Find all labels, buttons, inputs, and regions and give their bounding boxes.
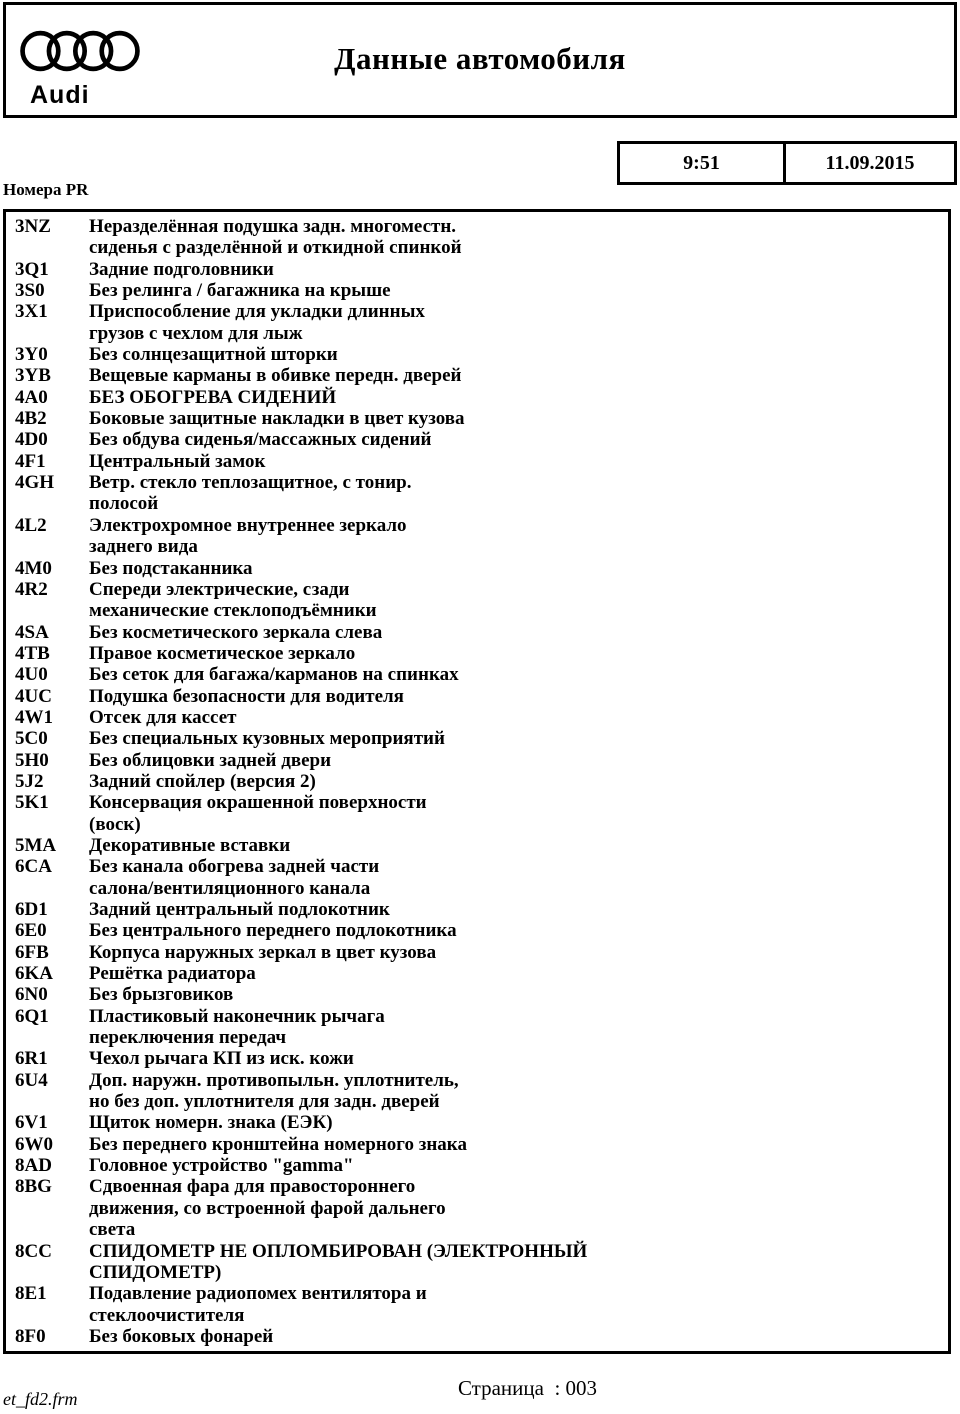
pr-row (6, 1326, 948, 1347)
pr-description (89, 792, 948, 835)
pr-description-line: Без подстаканника (89, 557, 253, 579)
pr-description (89, 1283, 948, 1326)
pr-description-line: света (89, 1219, 136, 1241)
pr-row (6, 1283, 948, 1326)
pr-description (89, 1241, 948, 1284)
form-file-name: et_fd2.frm (3, 1389, 78, 1409)
pr-description (89, 856, 948, 899)
pr-row (6, 259, 948, 280)
pr-row (6, 899, 948, 920)
pr-code: 6FB (15, 941, 49, 963)
pr-row (6, 771, 948, 792)
pr-row (6, 792, 948, 835)
pr-code: 4A0 (15, 386, 48, 408)
pr-code: 6N0 (15, 984, 48, 1006)
pr-row (6, 750, 948, 771)
pr-code: 6KA (15, 963, 53, 985)
pr-description-line: механические стеклоподъёмники (89, 600, 377, 622)
pr-code: 6D1 (15, 899, 48, 920)
pr-description-line: но без доп. уплотнителя для задн. дверей (89, 1091, 440, 1113)
pr-description (89, 408, 948, 429)
pr-code: 5J2 (15, 770, 44, 792)
pr-code: 8BG (15, 1176, 52, 1198)
pr-description (89, 1134, 948, 1155)
pr-row (6, 1241, 948, 1284)
pr-code: 3Y0 (15, 344, 48, 366)
pr-description (89, 1176, 948, 1240)
pr-description (89, 387, 948, 408)
pr-row (6, 1134, 948, 1155)
pr-description (89, 622, 948, 643)
pr-code: 8CC (15, 1240, 52, 1262)
pr-row (6, 558, 948, 579)
pr-description-line: Без переднего кронштейна номерного знака (89, 1133, 467, 1155)
pr-row (6, 280, 948, 301)
pr-description (89, 686, 948, 707)
pr-description-line: Декоративные вставки (89, 834, 291, 856)
pr-description (89, 579, 948, 622)
pr-description-line: переключения передач (89, 1027, 287, 1049)
pr-description-line: СПИДОМЕТР) (89, 1261, 222, 1283)
pr-row (6, 1048, 948, 1069)
pr-row (6, 579, 948, 622)
pr-code: 4TB (15, 642, 50, 664)
pr-description (89, 451, 948, 472)
pr-code: 4R2 (15, 578, 48, 600)
pr-description-line: Центральный замок (89, 450, 266, 472)
pr-description (89, 899, 948, 920)
pr-code: 4F1 (15, 450, 46, 472)
pr-row (6, 643, 948, 664)
pr-code: 5MA (15, 834, 57, 856)
pr-description-line: (воск) (89, 813, 141, 835)
pr-description-line: Без облицовки задней двери (89, 749, 332, 771)
pr-description-line: Без релинга / багажника на крыше (89, 280, 391, 302)
pr-code: 3S0 (15, 280, 45, 302)
pr-description-line: Без центрального переднего подлокотника (89, 920, 457, 942)
pr-description-line: Без косметического зеркала слева (89, 621, 383, 643)
pr-description-line: СПИДОМЕТР НЕ ОПЛОМБИРОВАН (ЭЛЕКТРОННЫЙ (89, 1240, 588, 1262)
pr-description (89, 942, 948, 963)
pr-row (6, 515, 948, 558)
pr-row (6, 301, 948, 344)
pr-row (6, 1176, 948, 1240)
pr-code: 3NZ (15, 216, 51, 237)
pr-code: 4GH (15, 472, 55, 494)
pr-description-line: сиденья с разделённой и откидной спинкой (89, 237, 462, 259)
pr-code: 6W0 (15, 1133, 53, 1155)
pr-description (89, 301, 948, 344)
pr-description (89, 558, 948, 579)
pr-code: 3YB (15, 365, 51, 387)
pr-description-line: Отсек для кассет (89, 706, 237, 728)
pr-code: 3X1 (15, 301, 48, 323)
pr-description-line: Правое косметическое зеркало (89, 642, 356, 664)
pr-description (89, 771, 948, 792)
pr-description-line: Задний центральный подлокотник (89, 899, 390, 920)
pr-description-line: Корпуса наружных зеркал в цвет кузова (89, 941, 437, 963)
pr-code: 5H0 (15, 749, 49, 771)
pr-description (89, 365, 948, 386)
pr-description-line: Головное устройство "gamma" (89, 1155, 354, 1177)
pr-code: 6R1 (15, 1048, 48, 1070)
pr-row (6, 1155, 948, 1176)
pr-description-line: Неразделённая подушка задн. многоместн. (89, 216, 457, 237)
pr-description-line: Сдвоенная фара для правостороннего (89, 1176, 416, 1198)
pr-code: 6Q1 (15, 1005, 49, 1027)
pr-description-line: Без солнцезащитной шторки (89, 344, 338, 366)
page-title: Данные автомобиля (334, 41, 626, 76)
pr-description (89, 280, 948, 301)
pr-description (89, 750, 948, 771)
pr-row (6, 664, 948, 685)
pr-code: 6E0 (15, 920, 47, 942)
pr-row (6, 344, 948, 365)
pr-code: 6V1 (15, 1112, 48, 1134)
pr-description (89, 429, 948, 450)
pr-row (6, 920, 948, 941)
pr-code: 3Q1 (15, 258, 49, 280)
pr-description-line: Щиток номерн. знака (ЕЭК) (89, 1112, 333, 1134)
pr-description-line: салона/вентиляционного канала (89, 877, 371, 899)
pr-row (6, 365, 948, 386)
pr-row (6, 429, 948, 450)
pr-description-line: Без специальных кузовных мероприятий (89, 728, 445, 750)
pr-description-line: грузов с чехлом для лыж (89, 322, 303, 344)
pr-description-line: Чехол рычага КП из иск. кожи (89, 1048, 354, 1070)
pr-row (6, 707, 948, 728)
pr-description (89, 728, 948, 749)
pr-list-rows (6, 212, 948, 1347)
pr-description-line: заднего вида (89, 536, 198, 558)
pr-description-line: Вещевые карманы в обивке передн. дверей (89, 365, 462, 387)
pr-description-line: Спереди электрические, сзади (89, 578, 350, 600)
pr-description (89, 1112, 948, 1133)
pr-description (89, 1006, 948, 1049)
pr-row (6, 451, 948, 472)
pr-description (89, 707, 948, 728)
header (3, 2, 957, 118)
pr-row (6, 216, 948, 259)
pr-code: 8F0 (15, 1325, 46, 1347)
pr-code: 6U4 (15, 1069, 48, 1091)
pr-code: 6CA (15, 856, 52, 878)
pr-description-line: Без сеток для багажа/карманов на спинках (89, 664, 459, 686)
pr-row (6, 963, 948, 984)
pr-description (89, 664, 948, 685)
pr-description-line: Пластиковый наконечник рычага (89, 1005, 385, 1027)
pr-description-line: полосой (89, 493, 159, 515)
pr-description-line: Боковые защитные накладки в цвет кузова (89, 408, 465, 430)
pr-description-line: Без боковых фонарей (89, 1325, 274, 1347)
pr-description-line: Электрохромное внутреннее зеркало (89, 514, 407, 536)
pr-description-line: Консервация окрашенной поверхности (89, 792, 427, 814)
pr-description-line: Ветр. стекло теплозащитное, с тонир. (89, 472, 412, 494)
pr-code: 4U0 (15, 664, 48, 686)
page-number-label: Страница : 003 (457, 1376, 598, 1400)
pr-description-line: Без канала обогрева задней части (89, 856, 380, 878)
pr-code: 4UC (15, 685, 52, 707)
pr-description-line: Задние подголовники (89, 258, 274, 280)
pr-description-line: движения, со встроенной фарой дальнего (89, 1197, 446, 1219)
pr-row (6, 984, 948, 1005)
pr-code: 4B2 (15, 408, 47, 430)
pr-description (89, 963, 948, 984)
pr-row (6, 686, 948, 707)
datetime-table (617, 141, 957, 185)
pr-code: 8AD (15, 1155, 52, 1177)
pr-description (89, 1070, 948, 1113)
pr-description (89, 259, 948, 280)
pr-description (89, 344, 948, 365)
pr-row (6, 472, 948, 515)
pr-description (89, 1048, 948, 1069)
pr-code: 4L2 (15, 514, 47, 536)
pr-code: 5C0 (15, 728, 48, 750)
pr-numbers-label: Номера PR (3, 180, 89, 199)
pr-description (89, 835, 948, 856)
pr-description (89, 515, 948, 558)
pr-code: 4W1 (15, 706, 53, 728)
pr-description (89, 472, 948, 515)
pr-description-line: Подушка безопасности для водителя (89, 685, 404, 707)
pr-code: 4M0 (15, 557, 52, 579)
pr-row (6, 1070, 948, 1113)
pr-code: 4SA (15, 621, 49, 643)
pr-description (89, 216, 948, 259)
pr-row (6, 622, 948, 643)
pr-description (89, 1155, 948, 1176)
pr-description-line: Приспособление для укладки длинных (89, 301, 425, 323)
pr-description-line: Решётка радиатора (89, 963, 256, 985)
brand-name: Audi (30, 81, 90, 109)
pr-list-box (3, 209, 951, 1354)
pr-description-line: БЕЗ ОБОГРЕВА СИДЕНИЙ (89, 386, 337, 408)
pr-row (6, 942, 948, 963)
pr-description-line: Доп. наружн. противопыльн. уплотнитель, (89, 1069, 459, 1091)
print-time: 9:51 (620, 144, 786, 182)
pr-row (6, 835, 948, 856)
pr-description (89, 1326, 948, 1347)
pr-row (6, 1006, 948, 1049)
pr-description (89, 643, 948, 664)
pr-row (6, 387, 948, 408)
pr-description-line: Задний спойлер (версия 2) (89, 770, 316, 792)
pr-description (89, 920, 948, 941)
pr-row (6, 728, 948, 749)
pr-code: 8E1 (15, 1283, 47, 1305)
pr-row (6, 856, 948, 899)
pr-code: 5K1 (15, 792, 49, 814)
pr-description-line: Подавление радиопомех вентилятора и (89, 1283, 427, 1305)
pr-code: 4D0 (15, 429, 48, 451)
print-date: 11.09.2015 (825, 151, 915, 174)
pr-row (6, 1112, 948, 1133)
pr-description-line: Без обдува сиденья/массажных сидений (89, 429, 432, 451)
pr-row (6, 408, 948, 429)
pr-description-line: Без брызговиков (89, 984, 234, 1006)
pr-description-line: стеклоочистителя (89, 1304, 245, 1326)
pr-description (89, 984, 948, 1005)
